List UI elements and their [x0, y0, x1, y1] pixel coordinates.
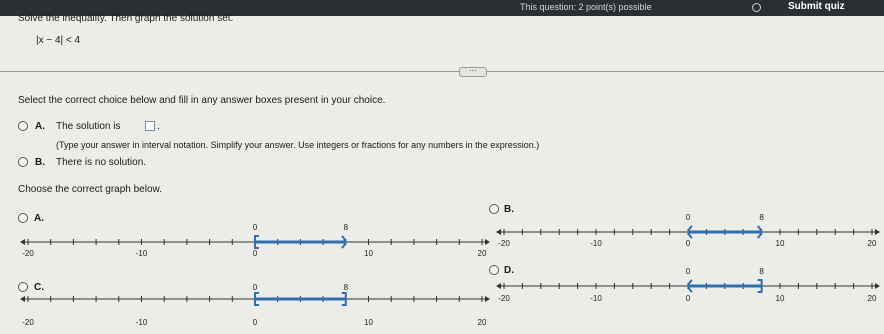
endpoint-label-right: 8 [343, 223, 349, 232]
graph-d-letter: D. [504, 265, 514, 276]
endpoint-label-left: 0 [252, 283, 258, 292]
choice-a-text: The solution is [56, 121, 121, 132]
tick-label: 20 [867, 294, 877, 303]
choice-a-period: . [157, 121, 160, 132]
choice-b-text: There is no solution. [56, 157, 147, 168]
tick-label: 0 [252, 249, 258, 258]
question-instruction: Solve the inequality. Then graph the solution set. [18, 13, 234, 24]
tick-label: 20 [477, 249, 487, 258]
tick-label: -10 [590, 239, 602, 248]
graph-b-letter: B. [504, 204, 514, 215]
axis-arrow-right [485, 239, 490, 245]
tick-label: -20 [498, 239, 510, 248]
axis-arrow-right [485, 296, 490, 302]
submit-quiz-button[interactable]: Submit quiz [788, 1, 845, 12]
tick-label: -10 [135, 249, 148, 258]
graph-c-number-line [20, 281, 490, 329]
tick-label: 10 [775, 239, 785, 248]
axis-arrow-right [875, 229, 880, 235]
graph-prompt: Choose the correct graph below. [18, 184, 162, 195]
graph-b-number-line [494, 212, 884, 254]
axis-arrow-left [20, 296, 25, 302]
endpoint-label-left: 0 [685, 213, 691, 222]
tick-label: -20 [22, 318, 34, 327]
tick-label: 20 [867, 239, 877, 248]
axis-arrow-left [20, 239, 25, 245]
tick-label: 20 [477, 318, 487, 327]
tick-label: -10 [590, 294, 602, 303]
choice-a-letter: A. [35, 121, 45, 132]
axis-arrow-left [496, 229, 501, 235]
graph-c-letter: C. [34, 282, 44, 293]
divider [0, 71, 884, 72]
tick-label: 0 [685, 239, 691, 248]
choice-b-letter: B. [35, 157, 45, 168]
choice-a-radio[interactable] [18, 121, 28, 131]
tick-label: 0 [252, 318, 258, 327]
tick-label: 10 [364, 249, 373, 258]
graph-a-letter: A. [34, 213, 44, 224]
inequality-expression: |x − 4| < 4 [36, 35, 81, 46]
tick-label: -20 [22, 249, 34, 258]
tick-label: -20 [498, 294, 510, 303]
axis-arrow-right [875, 283, 880, 289]
endpoint-label-right: 8 [759, 213, 764, 222]
endpoint-label-right: 8 [343, 283, 349, 292]
tick-label: 0 [685, 294, 691, 303]
answer-format-hint: (Type your answer in interval notation. Simplify your answer. Use integers or fractions for any numbers in the expression.) [56, 140, 540, 150]
tick-label: -10 [135, 318, 148, 327]
choice-b-radio[interactable] [18, 157, 28, 167]
graph-d-number-line [494, 269, 884, 315]
points-possible: This question: 2 point(s) possible [520, 2, 652, 12]
target-icon [752, 3, 761, 12]
tick-label: 10 [775, 294, 785, 303]
more-button[interactable]: ··· [459, 67, 487, 77]
tick-label: 10 [364, 318, 373, 327]
answer-input-box[interactable] [145, 121, 155, 131]
endpoint-label-right: 8 [759, 267, 764, 276]
graph-a-number-line [20, 222, 490, 264]
endpoint-label-left: 0 [685, 267, 691, 276]
choices-prompt: Select the correct choice below and fill in any answer boxes present in your choice. [18, 95, 386, 106]
endpoint-label-left: 0 [252, 223, 258, 232]
axis-arrow-left [496, 283, 501, 289]
